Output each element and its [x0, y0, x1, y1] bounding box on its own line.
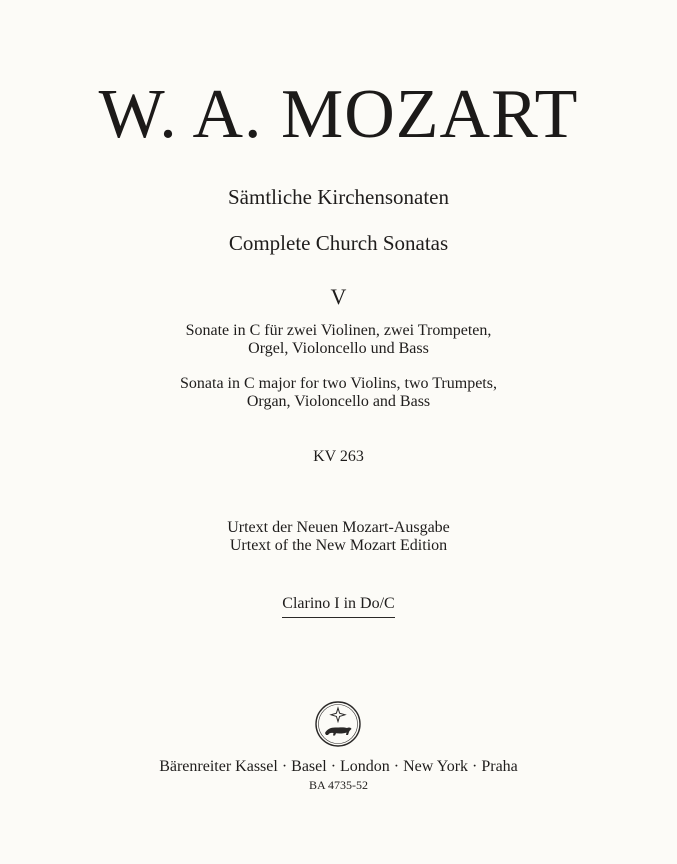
urtext-german: Urtext der Neuen Mozart-Ausgabe [227, 519, 450, 536]
instrument-part-label: Clarino I in Do/C [282, 594, 394, 618]
volume-number: V [330, 284, 347, 309]
collection-title-english: Complete Church Sonatas [228, 231, 449, 255]
subtitle-english-line-1: Sonata in C major for two Violins, two Trumpets, [180, 375, 497, 392]
urtext-english: Urtext of the New Mozart Edition [229, 537, 448, 554]
order-number: BA 4735-52 [308, 778, 368, 792]
collection-title-german: Sämtliche Kirchensonaten [227, 185, 449, 209]
instrument-part [0, 594, 677, 618]
catalog-number: KV 263 [313, 448, 364, 465]
composer-name: W. A. MOZART [98, 76, 579, 153]
subtitle-english-line-2: Organ, Violoncello and Bass [246, 393, 431, 410]
baerenreiter-bear-icon [314, 700, 362, 748]
subtitle-german-line-2: Orgel, Violoncello und Bass [248, 340, 429, 357]
subtitle-german-line-1: Sonate in C für zwei Violinen, zwei Trompeten, [185, 322, 492, 339]
publisher-line: Bärenreiter Kassel · Basel · London · New York · Praha [159, 758, 518, 775]
